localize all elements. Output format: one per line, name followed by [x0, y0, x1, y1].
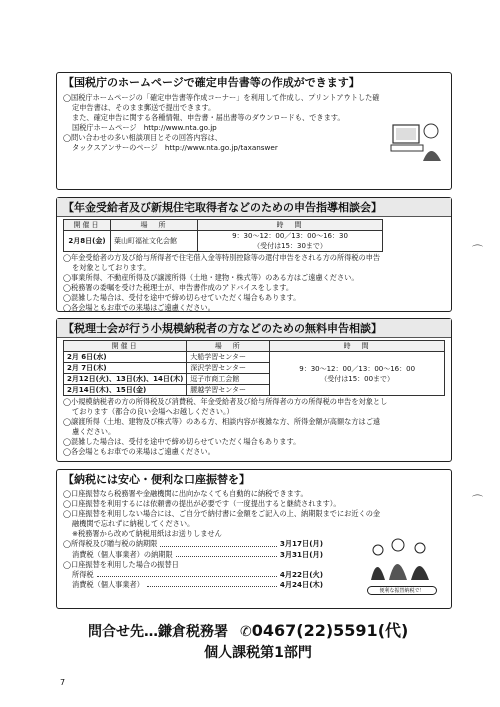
tax-accountant-note: ております（都合の良い会場へお越しください。） — [72, 407, 234, 417]
session-date: 2月 6日(水) — [64, 352, 187, 363]
deadline-date: 4月24日(木) — [279, 579, 323, 589]
transfer-note: ◯口座振替なら税務署や金融機関に出向かなくても自動的に納税できます。 — [63, 489, 308, 498]
pension-schedule-table — [63, 219, 383, 252]
tax-accountant-note: ◯各会場ともお車での来場はご遠慮ください。 — [63, 447, 215, 457]
deadline-label: 消費税（個人事業者） — [72, 579, 144, 589]
session-time-range: 9：30～12：00／13：00～16：00 — [299, 364, 416, 373]
tax-accountant-schedule-table — [63, 340, 445, 396]
account-transfer-box — [56, 469, 452, 609]
taxanswer-link[interactable]: タックスアンサーのページ http://www.nta.go.jp/taxanswer — [72, 143, 278, 153]
deadline-row — [63, 539, 323, 549]
deadline-date: 3月17日(月) — [279, 539, 323, 549]
contact-phone: 0467(22)5591(代) — [251, 621, 409, 640]
pension-note: ◯各会場ともお車での来場はご遠慮ください。 — [63, 303, 215, 313]
hp-info-title: 【国税庁のホームページで確定申告書等の作成ができます】 — [63, 76, 360, 89]
session-date: 2月14日(木)、15日(金) — [64, 385, 187, 396]
tax-accountant-title: 【税理士会が行う小規模納税者の方などのための無料申告相談】 — [57, 319, 451, 338]
people-illustration — [367, 536, 437, 582]
contact-line — [88, 618, 428, 641]
deadline-row — [63, 580, 323, 590]
account-transfer-title: 【納税には安心・便利な口座振替を】 — [63, 473, 250, 486]
pension-consultation-title: 【年金受給者及び新規住宅取得者などのための申告指導相談会】 — [57, 198, 451, 217]
col-place-header: 場 所 — [187, 341, 270, 352]
hp-info-line: また、確定申告に関する各種情報、申告書・届出書等のダウンロードも、できます。 — [72, 113, 345, 123]
tax-accountant-note: ◯混雑した場合は、受付を途中で締め切らせていただく場合もあります。 — [63, 437, 301, 447]
pension-note: ◯税務署の委嘱を受けた税理士が、申告書作成のアドバイスをします。 — [63, 283, 294, 293]
deadline-label: ◯所得税及び贈与税の納期限 — [63, 539, 158, 549]
transfer-note: ※税務署から改めて納税用紙はお送りしません — [72, 529, 222, 539]
session-time — [270, 352, 445, 396]
session-reception-note: （受付は15：30まで） — [253, 242, 327, 250]
contact-block — [88, 618, 428, 662]
session-reception-note: （受付は15：00まで） — [320, 374, 395, 383]
transfer-note: ◯口座振替を利用しない場合には、ご自分で納付書に金額をご記入の上、納期限までにお近くの金 — [63, 509, 381, 519]
hp-info-box — [56, 72, 452, 190]
hp-info-line: ◯国税庁ホームページの「確定申告書等作成コーナー」を利用して作成し、プリントアウトした確 — [63, 93, 380, 102]
pension-note: ◯事業所得、不動産所得及び譲渡所得（土地・建物・株式等）のある方はご遠慮ください。 — [63, 273, 359, 283]
pension-consultation-box — [56, 197, 452, 312]
pension-note: を対象としております。 — [72, 263, 151, 273]
deadline-date: 3月31日(月) — [279, 549, 323, 559]
tax-accountant-note: ◯小規模納税者の方の所得税及び消費税、年金受給者及び給与所得者の方の所得税の申告を対象とし — [63, 397, 388, 406]
deadline-row — [63, 550, 323, 560]
deadline-label: 消費税（個人事業者）の納期限 — [72, 549, 173, 559]
convenient-transfer-badge: 便利な振替納税で！ — [367, 586, 437, 595]
col-place-header: 場 所 — [111, 220, 198, 231]
tax-accountant-note: ◯譲渡所得（土地、建物及び株式等）のある方、相談内容が複雑な方、所得金額が高額な方はご遠 — [63, 417, 381, 427]
deadline-label: 所得税 — [72, 569, 94, 579]
session-time-range: 9：30～12：00／13：00～16：30 — [232, 232, 348, 240]
col-date-header: 開催日 — [64, 220, 111, 231]
pension-note: ◯年金受給者の方及び給与所得者で住宅借入金等特別控除等の還付申告をされる方の所得税の申告 — [63, 253, 381, 262]
computer-user-illustration — [389, 117, 445, 167]
hp-info-line: ◯問い合わせの多い相談項目とその回答内容は、 — [63, 133, 222, 143]
col-time-header: 時 間 — [270, 341, 445, 352]
tax-accountant-note: 慮ください。 — [72, 427, 116, 437]
convenient-transfer-illustration — [367, 536, 437, 594]
session-date: 2月 7日(木) — [64, 363, 187, 374]
tax-accountant-consultation-box — [56, 318, 452, 462]
nta-homepage-link[interactable]: 国税庁ホームページ http://www.nta.go.jp — [72, 123, 217, 133]
session-place: 逗子市商工会館 — [187, 374, 270, 385]
margin-mark: ⌒ — [472, 244, 483, 257]
page-number: 7 — [60, 678, 66, 687]
transfer-note: ◯口座振替を利用するには依頼書の提出が必要です（一度提出すると継続されます）。 — [63, 499, 341, 509]
session-date: 2月12日(火)、13日(水)、14日(木) — [64, 374, 187, 385]
phone-icon: ✆ — [240, 624, 252, 640]
session-place: 葉山町福祉文化会館 — [111, 231, 198, 252]
transfer-date-heading: ◯口座振替を利用した場合の振替日 — [63, 559, 179, 569]
session-place: 大船学習センター — [187, 352, 270, 363]
col-date-header: 開催日 — [64, 341, 187, 352]
contact-office: 問合せ先…鎌倉税務署 — [88, 624, 228, 640]
contact-department: 個人課税第1部門 — [204, 645, 312, 661]
transfer-note: 融機関で忘れずに納税してください。 — [72, 519, 195, 529]
hp-info-line: 定申告書は、そのまま郵送で提出できます。 — [72, 103, 216, 113]
deadline-date: 4月22日(火) — [279, 569, 323, 579]
session-place: 腰越学習センター — [187, 385, 270, 396]
session-date: 2月8日(金) — [64, 231, 111, 252]
col-time-header: 時 間 — [198, 220, 383, 231]
margin-mark: ⌒ — [472, 494, 483, 507]
session-time — [198, 231, 383, 252]
session-place: 深沢学習センター — [187, 363, 270, 374]
pension-note: ◯混雑した場合は、受付を途中で締め切らせていただく場合もあります。 — [63, 293, 301, 303]
deadline-row — [63, 570, 323, 580]
